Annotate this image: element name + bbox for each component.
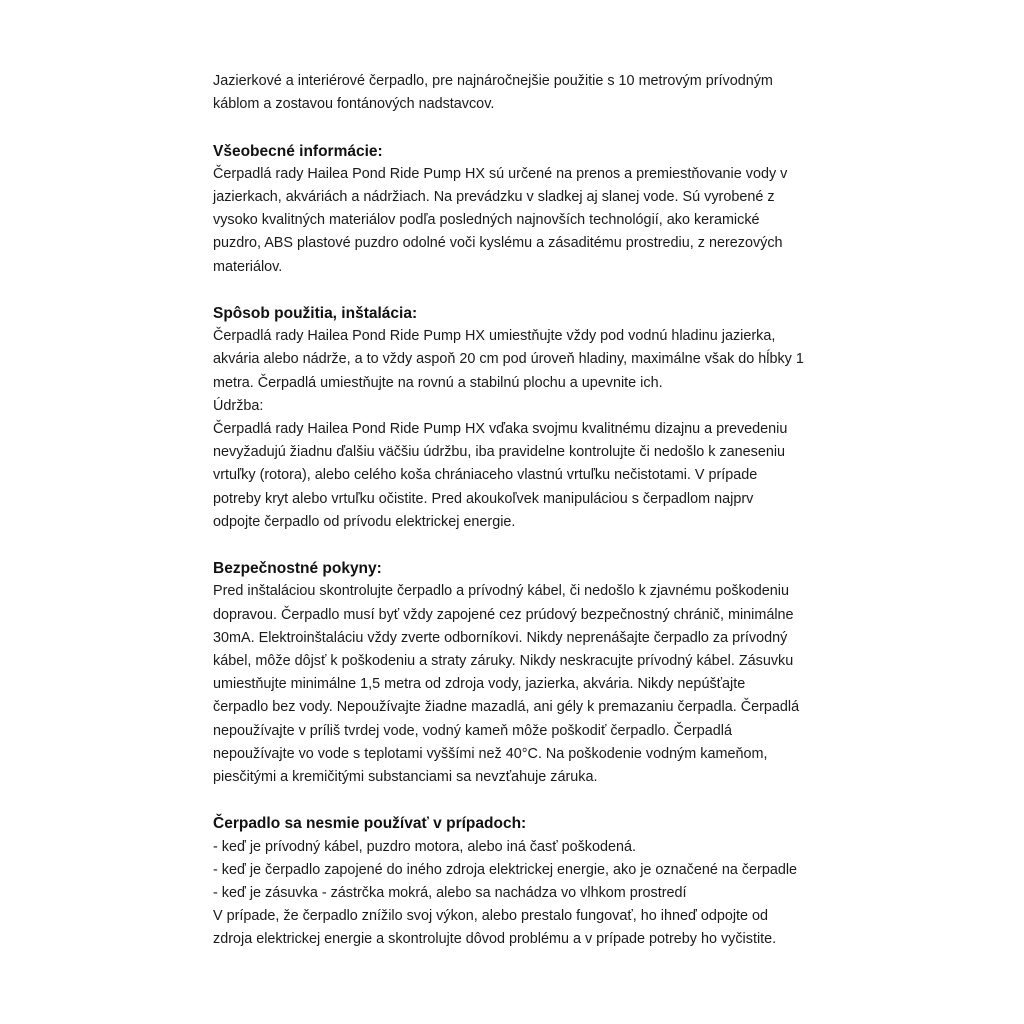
intro-paragraph [213, 70, 853, 116]
section-spacer [213, 279, 853, 302]
paragraph-line: nepoužívajte vo vode s teplotami vyššími než 40°C. Na poškodenie vodným kameňom, [213, 745, 768, 762]
paragraph-line: akvária alebo nádrže, a to vždy aspoň 20 cm pod úroveň hladiny, maximálne však do hĺbky 1 [213, 351, 804, 368]
paragraph-line: čerpadlo bez vody. Nepoužívajte žiadne mazadlá, ani gély k premazaniu čerpadla. Čerpadlá [213, 699, 800, 716]
paragraph-line: piesčitými a kremičitými substanciami sa nevzťahuje záruka. [213, 769, 598, 786]
intro-line: Jazierkové a interiérové čerpadlo, pre najnáročnejšie použitie s 10 metrovým prívodným [213, 73, 773, 89]
subheading-maintenance: Údržba: [213, 397, 264, 414]
paragraph-line: jazierkach, akváriách a nádržiach. Na prevádzku v sladkej aj slanej vode. Sú vyrobené z [213, 189, 775, 205]
section-heading-general: Všeobecné informácie: [213, 142, 383, 160]
section-safety [213, 557, 853, 789]
paragraph-line: kábel, môže dôjsť k poškodeniu a straty záruky. Nikdy neskracujte prívodný kábel. Zásuvku [213, 653, 794, 670]
paragraph-line: Čerpadlá rady Hailea Pond Ride Pump HX sú určené na prenos a premiestňovanie vody v [213, 165, 788, 182]
section-heading-safety: Bezpečnostné pokyny: [213, 560, 382, 578]
paragraph-line: 30mA. Elektroinštaláciu vždy zverte odborníkovi. Nikdy neprenášajte čerpadlo za prívodný [213, 629, 788, 646]
list-item: - keď je zásuvka - zástrčka mokrá, alebo sa nachádza vo vlhkom prostredí [213, 885, 687, 902]
list-item: - keď je čerpadlo zapojené do iného zdroja elektrickej energie, ako je označené na čerpadle [213, 861, 798, 878]
paragraph-line: umiestňujte minimálne 1,5 metra od zdroja vody, jazierka, akvária. Nikdy nepúšťajte [213, 676, 746, 693]
paragraph-line: vysoko kvalitných materiálov podľa posledných najnovších technológií, ako keramické [213, 212, 760, 229]
section-general [213, 140, 853, 279]
paragraph-line: materiálov. [213, 258, 283, 275]
paragraph-line: puzdro, ABS plastové puzdro odolné voči kyslému a zásaditému prostrediu, z nerezových [213, 235, 783, 252]
section-restrictions [213, 812, 853, 951]
paragraph-line: Čerpadlá rady Hailea Pond Ride Pump HX vďaka svojmu kvalitnému dizajnu a prevedeniu [213, 421, 788, 438]
paragraph-line: V prípade, že čerpadlo znížilo svoj výkon, alebo prestalo fungovať, ho ihneď odpojte od [213, 908, 769, 925]
paragraph-line: dopravou. Čerpadlo musí byť vždy zapojené cez prúdový bezpečnostný chránič, minimálne [213, 606, 794, 623]
paragraph-line: Čerpadlá rady Hailea Pond Ride Pump HX umiestňujte vždy pod vodnú hladinu jazierka, [213, 328, 776, 345]
section-spacer [213, 789, 853, 812]
section-usage [213, 302, 853, 534]
section-spacer [213, 116, 853, 139]
paragraph-line: nepoužívajte v príliš tvrdej vode, vodný kameň môže poškodiť čerpadlo. Čerpadlá [213, 722, 732, 739]
paragraph-line: metra. Čerpadlá umiestňujte na rovnú a stabilnú plochu a upevnite ich. [213, 374, 663, 391]
paragraph-line: odpojte čerpadlo od prívodu elektrickej energie. [213, 513, 516, 530]
section-heading-restrictions: Čerpadlo sa nesmie používať v prípadoch: [213, 815, 527, 833]
paragraph-line: zdroja elektrickej energie a skontrolujte dôvod problému a v prípade potreby ho vyčistite. [213, 931, 777, 948]
section-heading-usage: Spôsob použitia, inštalácia: [213, 305, 418, 322]
paragraph-line: vrtuľky (rotora), alebo celého koša chrániaceho vlastnú vrtuľku nečistotami. V prípade [213, 467, 758, 484]
list-item: - keď je prívodný kábel, puzdro motora, alebo iná časť poškodená. [213, 838, 637, 855]
intro-line: káblom a zostavou fontánových nadstavcov. [213, 96, 495, 113]
paragraph-line: Pred inštaláciou skontrolujte čerpadlo a prívodný kábel, či nedošlo k zjavnému poškodeniu [213, 583, 789, 600]
paragraph-line: potreby kryt alebo vrtuľku očistite. Pred akoukoľvek manipuláciou s čerpadlom najprv [213, 490, 754, 507]
paragraph-line: nevyžadujú žiadnu ďalšiu väčšiu údržbu, iba pravidelne kontrolujte či nedošlo k zaneseniu [213, 444, 786, 461]
section-spacer [213, 534, 853, 557]
document-body [213, 70, 853, 952]
